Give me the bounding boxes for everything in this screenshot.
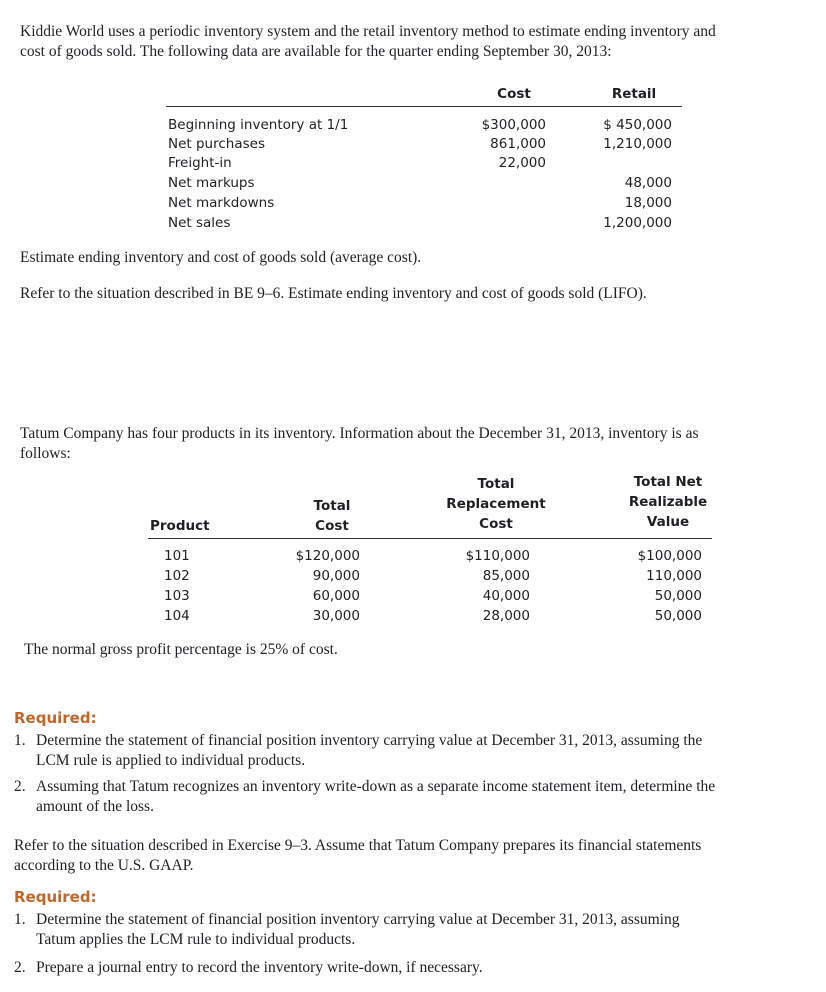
item-text: Assuming that Tatum recognizes an inventory write-down as a separate income statement item, determine the amount of the loss. [36,778,716,815]
inventory-products-table [148,470,712,626]
header-rule [148,538,712,539]
intro-line: follows: [20,445,71,462]
row-cost: $300,000 [481,117,546,133]
row-label: Beginning inventory at 1/1 [168,117,349,133]
row-retail: 48,000 [624,175,672,191]
gross-profit-note: The normal gross profit percentage is 25% of cost. [24,641,338,658]
item-number: 1. [14,911,26,928]
required-heading: Required: [14,888,97,906]
nrv-header: Total Net Realizable Value [628,474,708,530]
item-number: 2. [14,959,26,976]
row-nrv: 110,000 [646,568,702,584]
intro-line: Kiddie World uses a periodic inventory system and the retail inventory method to estimate ending inventory and [20,23,716,40]
row-label: Freight-in [168,155,232,171]
retail-header: Retail [611,86,657,102]
row-replacement: $110,000 [465,548,530,564]
row-replacement: 85,000 [482,568,530,584]
item-number: 1. [14,732,26,749]
row-label: Net markups [168,175,255,191]
row-label: Net markdowns [168,195,275,211]
row-cost: 90,000 [312,568,360,584]
row-nrv: 50,000 [654,608,702,624]
row-label: Net purchases [168,136,265,152]
item-text: Determine the statement of financial position inventory carrying value at December 31, 2013, assuming the LCM rule is applied to individual products. [36,732,703,769]
row-cost: 60,000 [312,588,360,604]
intro-paragraph-2 [20,424,698,464]
row-retail: 18,000 [624,195,672,211]
row-product: 104 [164,608,190,624]
intro-paragraph-1 [20,22,716,62]
header-rule [166,106,682,107]
be-question-1: Estimate ending inventory and cost of goods sold (average cost). [20,249,422,266]
row-cost: 30,000 [312,608,360,624]
row-retail: $ 450,000 [603,117,672,133]
row-replacement: 40,000 [482,588,530,604]
total-cost-header: Total Cost [313,498,351,534]
row-cost: 22,000 [498,155,546,171]
replacement-cost-header: Total Replacement Cost [446,476,546,532]
be-question-2: Refer to the situation described in BE 9–6. Estimate ending inventory and cost of goods sold (LIFO). [20,285,647,302]
row-product: 102 [164,568,190,584]
item-text: Prepare a journal entry to record the inventory write-down, if necessary. [36,959,483,976]
row-cost: $120,000 [295,548,360,564]
row-nrv: $100,000 [637,548,702,564]
product-header: Product [150,518,210,534]
exercise-reference: Refer to the situation described in Exercise 9–3. Assume that Tatum Company prepares its financial statements according to the U.S. GAAP. [14,837,702,874]
row-replacement: 28,000 [482,608,530,624]
item-number: 2. [14,778,26,795]
retail-data-table [166,80,682,240]
row-nrv: 50,000 [654,588,702,604]
row-label: Net sales [168,215,231,231]
cost-header: Cost [497,86,531,102]
row-product: 103 [164,588,190,604]
row-retail: 1,210,000 [603,136,672,152]
intro-line: cost of goods sold. The following data are available for the quarter ending September 30, 2013: [20,43,612,60]
row-cost: 861,000 [490,136,546,152]
item-text: Determine the statement of financial position inventory carrying value at December 31, 2013, assuming Tatum applies the LCM rule to individual products. [36,911,680,948]
required-heading: Required: [14,709,97,727]
row-product: 101 [164,548,190,564]
intro-line: Tatum Company has four products in its inventory. Information about the December 31, 2013, inventory is as [20,425,699,442]
row-retail: 1,200,000 [603,215,672,231]
